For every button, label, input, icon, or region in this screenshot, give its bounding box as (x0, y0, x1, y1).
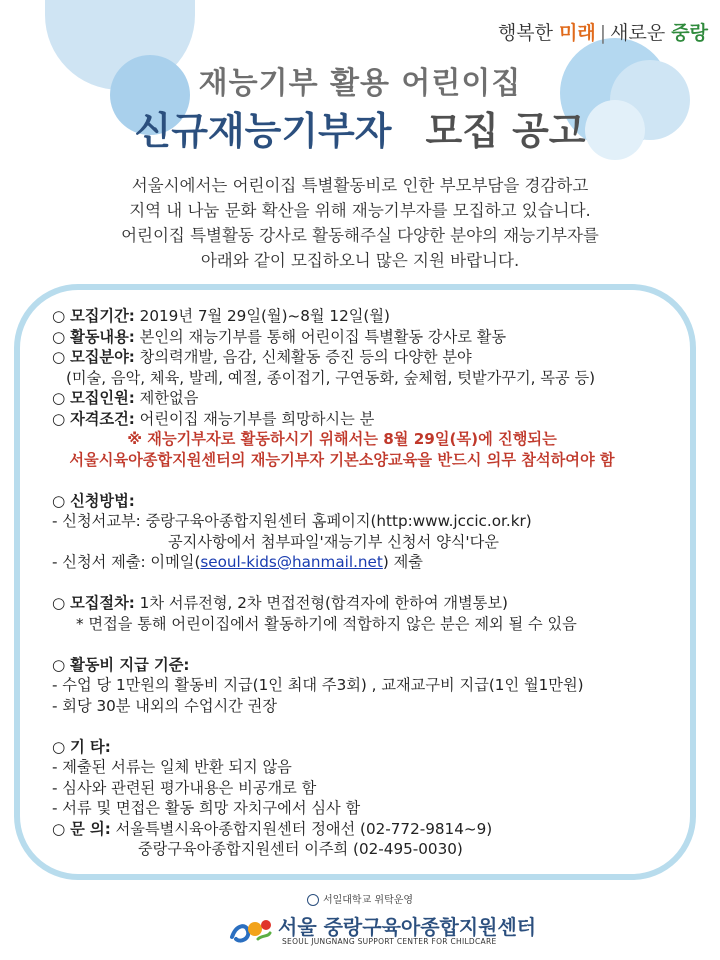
tagline-highlight-jungnang: 중랑 (671, 22, 708, 44)
etc-line: - 서류 및 면접은 활동 희망 자치구에서 심사 함 (52, 799, 361, 817)
etc-line: - 제출된 서류는 일체 반환 되지 않음 (52, 758, 292, 776)
field-value: 서울특별시육아종합지원센터 정애선 (02-772-9814~9) (110, 819, 493, 838)
intro-paragraph (0, 173, 720, 273)
apply-text: - 신청서 제출: 이메일( (52, 553, 201, 571)
recruit-count (52, 388, 692, 409)
field-label: 활동내용: (70, 327, 135, 346)
field-value: 제한없음 (134, 389, 199, 407)
footer (0, 893, 720, 949)
apply-line: 공지사항에서 첨부파일'재능기부 신청서 양식'다운 (168, 532, 499, 551)
mandatory-note: ※ 재능기부자로 활동하시기 위해서는 8월 29일(목)에 진행되는 (127, 430, 557, 448)
field-label: 모집기간: (70, 307, 135, 325)
bullet-icon: ○ (52, 348, 66, 366)
org-logo-icon (228, 915, 274, 945)
bullet-icon: ○ (52, 655, 66, 674)
intro-line: 서울시에서는 어린이집 특별활동비로 인한 부모부담을 경감하고 (131, 176, 589, 195)
field-label: 기 타: (70, 737, 111, 756)
field-value: 1차 서류전형, 2차 면접전형(합격자에 한하여 개별통보) (134, 594, 508, 612)
tagline-text: 행복한 (497, 22, 560, 44)
field-value: 2019년 7월 29일(월)~8월 12일(월) (134, 307, 390, 325)
etc-heading (52, 737, 692, 758)
apply-text: ) 제출 (382, 553, 423, 571)
field-value: 어린이집 재능기부를 희망하시는 분 (134, 409, 375, 428)
field-label: 활동비 지급 기준: (70, 655, 190, 674)
page-title (0, 100, 720, 155)
notice-content (52, 306, 692, 860)
bullet-icon: ○ (52, 389, 66, 407)
tagline-text: 새로운 (610, 22, 672, 44)
recruit-field (52, 347, 692, 368)
bullet-icon: ○ (52, 307, 66, 325)
field-label: 모집절차: (70, 594, 135, 612)
qualification (52, 409, 692, 430)
pay-heading (52, 655, 692, 676)
bullet-icon: ○ (52, 327, 66, 346)
apply-line (52, 552, 692, 573)
bullet-icon: ○ (52, 819, 66, 838)
email-link[interactable]: seoul-kids@hanmail.net (200, 553, 383, 571)
bullet-icon: ○ (52, 409, 66, 428)
field-value: 창의력개발, 음감, 신체활동 증진 등의 다양한 분야 (134, 348, 472, 366)
activity-content (52, 327, 692, 348)
apply-method-heading (52, 491, 692, 512)
recruit-period (52, 306, 692, 327)
field-label: 문 의: (70, 819, 111, 838)
page-title-suffix: 모집 공고 (425, 109, 586, 153)
page-subtitle: 재능기부 활용 어린이집 (198, 66, 522, 101)
mandatory-note: 서울시육아종합지원센터의 재능기부자 기본소양교육을 반드시 의무 참석하여야 함 (69, 450, 615, 469)
tagline-highlight-future: 미래 (559, 22, 596, 44)
org-logo-row (0, 909, 720, 949)
intro-line: 아래와 같이 모집하오니 많은 지원 바랍니다. (200, 251, 520, 270)
bullet-icon: ○ (52, 491, 66, 510)
intro-line: 지역 내 나눔 문화 확산을 위해 재능기부자를 모집하고 있습니다. (129, 201, 591, 220)
apply-line: - 신청서교부: 중랑구육아종합지원센터 홈페이지(http:www.jccic.or.kr) (52, 512, 532, 530)
field-label: 모집분야: (70, 348, 135, 366)
process-note: * 면접을 통해 어린이집에서 활동하기에 적합하지 않은 분은 제외 될 수 있음 (76, 614, 577, 633)
contact (52, 819, 692, 840)
university-seal-icon (307, 894, 319, 906)
field-label: 자격조건: (70, 409, 135, 428)
page-title-main: 신규재능기부자 (134, 109, 392, 153)
org-name-en: SEOUL JUNGNANG SUPPORT CENTER FOR CHILDCARE (282, 937, 497, 946)
recruit-field-detail: (미술, 음악, 체육, 발레, 예절, 종이접기, 구연동화, 숲체험, 텃밭가꾸기, 목공 등) (66, 368, 596, 387)
intro-line: 어린이집 특별활동 강사로 활동해주실 다양한 분야의 재능기부자를 (121, 226, 599, 245)
pay-line: - 수업 당 1만원의 활동비 지급(1인 최대 주3회) , 교재교구비 지급(1인 월1만원) (52, 676, 584, 694)
tagline-separator: | (599, 22, 607, 44)
bullet-icon: ○ (52, 594, 66, 612)
field-label: 모집인원: (70, 389, 135, 407)
etc-line: - 심사와 관련된 평가내용은 비공개로 함 (52, 778, 317, 797)
operator-line (0, 893, 720, 909)
recruit-process (52, 593, 692, 614)
field-label: 신청방법: (70, 491, 135, 510)
field-value: 본인의 재능기부를 통해 어린이집 특별활동 강사로 활동 (134, 327, 507, 346)
tagline (498, 18, 708, 45)
org-name: 서울 중랑구육아종합지원센터 (278, 915, 537, 939)
pay-line: - 회당 30분 내외의 수업시간 권장 (52, 696, 277, 715)
operator-text: 서일대학교 위탁운영 (322, 895, 414, 906)
bullet-icon: ○ (52, 737, 66, 756)
contact-line: 중랑구육아종합지원센터 이주희 (02-495-0030) (138, 840, 463, 858)
